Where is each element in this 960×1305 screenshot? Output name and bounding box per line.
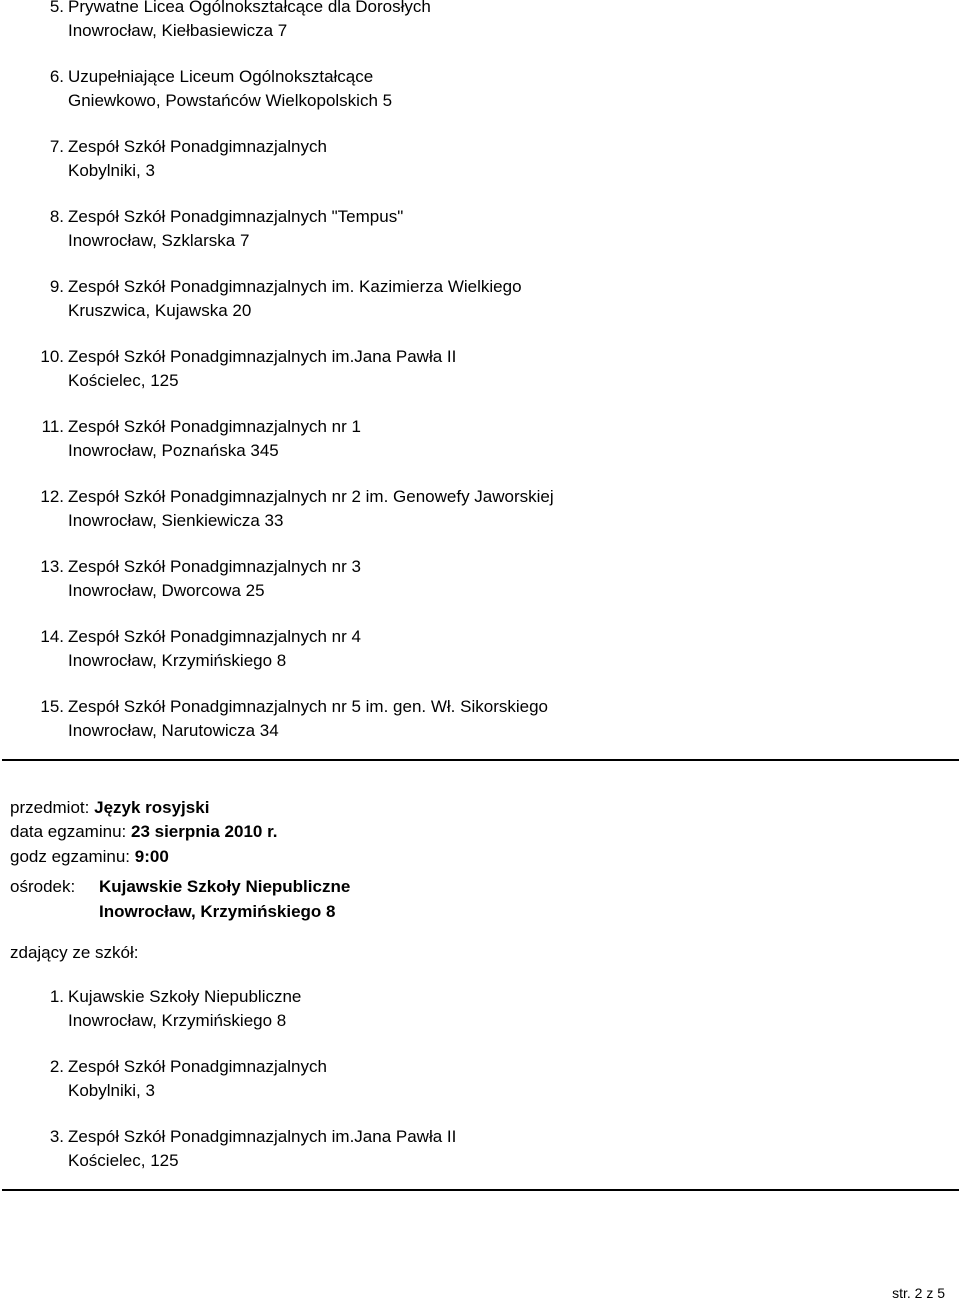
time-value: 9:00 (134, 847, 169, 866)
school-address: Inowrocław, Narutowicza 34 (68, 721, 279, 740)
school-address: Inowrocław, Dworcowa 25 (68, 581, 265, 600)
school-name: Zespół Szkół Ponadgimnazjalnych nr 3 (68, 557, 361, 576)
school-address: Gniewkowo, Powstańców Wielkopolskich 5 (68, 91, 393, 110)
item-number: 6. (49, 67, 64, 86)
section-divider (2, 759, 959, 761)
item-number: 15. (40, 697, 64, 716)
school-name: Zespół Szkół Ponadgimnazjalnych nr 1 (68, 417, 361, 436)
school-address: Inowrocław, Szklarska 7 (68, 231, 250, 250)
item-number: 10. (40, 347, 64, 366)
item-number: 7. (49, 137, 64, 156)
time-label: godz egzaminu: (10, 847, 131, 866)
item-number: 11. (41, 417, 64, 436)
school-name: Zespół Szkół Ponadgimnazjalnych "Tempus" (68, 207, 404, 226)
school-address: Kobylniki, 3 (68, 1081, 155, 1100)
page-number: str. 2 z 5 (892, 1285, 945, 1301)
center-address: Inowrocław, Krzymińskiego 8 (99, 902, 336, 921)
subject-value: Język rosyjski (94, 798, 210, 817)
item-number: 12. (40, 487, 64, 506)
school-name: Zespół Szkół Ponadgimnazjalnych nr 4 (68, 627, 361, 646)
school-address: Inowrocław, Kiełbasiewicza 7 (68, 21, 288, 40)
item-number: 9. (49, 277, 64, 296)
item-number: 2. (49, 1057, 64, 1076)
school-address: Inowrocław, Krzymińskiego 8 (68, 1011, 287, 1030)
school-name: Zespół Szkół Ponadgimnazjalnych im. Kazimierza Wielkiego (68, 277, 522, 296)
school-name: Zespół Szkół Ponadgimnazjalnych nr 5 im. gen. Wł. Sikorskiego (68, 697, 548, 716)
item-number: 14. (40, 627, 64, 646)
school-address: Kościelec, 125 (68, 1151, 179, 1170)
item-number: 3. (49, 1127, 64, 1146)
date-value: 23 sierpnia 2010 r. (130, 822, 278, 841)
school-name: Zespół Szkół Ponadgimnazjalnych (68, 1057, 327, 1076)
date-line (10, 820, 277, 844)
section-divider (2, 1189, 959, 1191)
item-number: 13. (40, 557, 64, 576)
center-name: Kujawskie Szkoły Niepubliczne (99, 877, 351, 896)
center-label: ośrodek: (10, 877, 76, 896)
school-name: Zespół Szkół Ponadgimnazjalnych (68, 137, 327, 156)
school-address: Kruszwica, Kujawska 20 (68, 301, 252, 320)
school-name: Zespół Szkół Ponadgimnazjalnych nr 2 im. Genowefy Jaworskiej (68, 487, 554, 506)
school-address: Kościelec, 125 (68, 371, 179, 390)
date-label: data egzaminu: (10, 822, 127, 841)
school-address: Kobylniki, 3 (68, 161, 155, 180)
item-number: 8. (49, 207, 64, 226)
school-address: Inowrocław, Poznańska 345 (68, 441, 279, 460)
school-address: Inowrocław, Krzymińskiego 8 (68, 651, 287, 670)
item-number: 5. (49, 0, 64, 16)
subject-line (10, 796, 209, 820)
time-line (10, 845, 169, 869)
school-name: Zespół Szkół Ponadgimnazjalnych im.Jana Pawła II (68, 1127, 457, 1146)
school-name: Kujawskie Szkoły Niepubliczne (68, 987, 302, 1006)
school-name: Uzupełniające Liceum Ogólnokształcące (68, 67, 374, 86)
item-number: 1. (49, 987, 64, 1006)
school-name: Zespół Szkół Ponadgimnazjalnych im.Jana Pawła II (68, 347, 457, 366)
subject-label: przedmiot: (10, 798, 90, 817)
school-name: Prywatne Licea Ogólnokształcące dla Dorosłych (68, 0, 431, 16)
students-label: zdający ze szkół: (10, 943, 139, 962)
school-address: Inowrocław, Sienkiewicza 33 (68, 511, 284, 530)
